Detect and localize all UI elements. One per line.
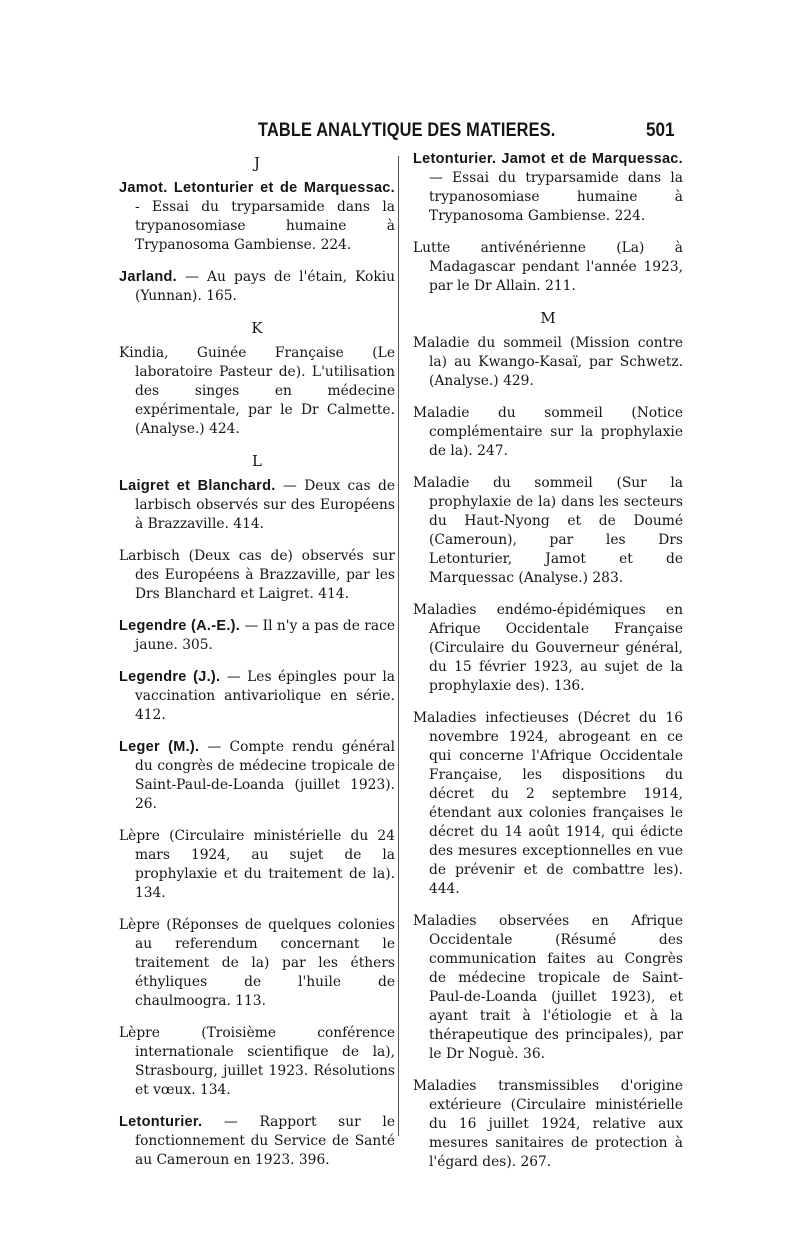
running-title: TABLE ANALYTIQUE DES MATIERES. — [258, 120, 556, 141]
entry-text: Lèpre (Circulaire ministérielle du 24 mars 1924, au sujet de la prophylaxie et du traitement de la). 134. — [119, 828, 395, 901]
entry-author: Legendre (J.). — [119, 669, 221, 685]
entry-text: - Essai du tryparsamide dans la trypanosomiase humaine à Trypanosoma Gambiense. 224. — [135, 199, 395, 253]
entry-text: Lèpre (Troisième conférence internationale scientifique de la), Strasbourg, juillet 1923. Résolutions et vœux. 134. — [119, 1025, 395, 1098]
index-entry — [413, 709, 683, 899]
entry-text: Maladies infectieuses (Décret du 16 novembre 1924, abrogeant en ce qui concerne l'Afrique Occidentale Française, les dispositions du décret du 2 septembre 1914, étendant aux colonies françaises le décret du 14 août 1914, qui édicte des mesures exceptionnelles en vue de prévenir et de combattre les). 444. — [413, 710, 683, 897]
entry-author: Jarland. — [119, 269, 178, 285]
entry-text: Maladie du sommeil (Notice complémentaire sur la prophylaxie de la). 247. — [413, 405, 683, 459]
entry-text: — Rapport sur le fonctionnement du Service de Santé au Cameroun en 1923. 396. — [135, 1114, 395, 1168]
index-entry — [413, 239, 683, 296]
column-divider — [398, 156, 399, 1136]
index-entry — [119, 477, 395, 534]
entry-text: — Au pays de l'étain, Kokiu (Yunnan). 165. — [135, 269, 395, 304]
entry-text: Maladies observées en Afrique Occidentale (Résumé des communication faites au Congrès de médecine tropicale de Saint-Paul-de-Loanda (juillet 1923), et ayant trait à l'étiologie et à la thérapeutique des principales), par le Dr Noguè. 36. — [413, 913, 683, 1062]
entry-text: Maladie du sommeil (Mission contre la) au Kwango-Kasaï, par Schwetz. (Analyse.) 429. — [413, 335, 683, 389]
entry-author: Laigret et Blanchard. — [119, 478, 276, 494]
entry-text: — Essai du tryparsamide dans la trypanosomiase humaine à Trypanosoma Gambiense. 224. — [429, 170, 683, 224]
index-entry — [119, 1113, 395, 1170]
entry-text: Larbisch (Deux cas de) observés sur des Européens à Brazzaville, par les Drs Blanchard et Laigret. 414. — [119, 548, 395, 602]
index-entry — [119, 916, 395, 1011]
index-entry — [413, 404, 683, 461]
page-number: 501 — [646, 120, 675, 141]
section-letter: K — [251, 319, 263, 337]
index-entry — [413, 150, 683, 226]
index-entry — [119, 617, 395, 655]
index-entry — [119, 827, 395, 903]
entry-text: Kindia, Guinée Française (Le laboratoire Pasteur de). L'utilisation des singes en médecine expérimentale, par le Dr Calmette. (Analyse.) 424. — [119, 345, 395, 437]
index-entry — [119, 268, 395, 306]
entry-text: — Deux cas de larbisch observés sur des Européens à Brazzaville. 414. — [135, 478, 396, 532]
entry-text: Maladie du sommeil (Sur la prophylaxie de la) dans les secteurs du Haut-Nyong et de Doumé (Cameroun), par les Drs Letonturier, Jamot et de Marquessac (Analyse.) 283. — [413, 475, 683, 586]
entry-text: — Il n'y a pas de race jaune. 305. — [135, 618, 396, 653]
index-column-right — [413, 150, 683, 1185]
entry-text: Maladies endémo-épidémiques en Afrique Occidentale Française (Circulaire du Gouverneur général, du 15 février 1923, au sujet de la prophylaxie des). 136. — [413, 602, 683, 694]
index-column-left — [119, 150, 395, 1183]
index-entry — [413, 1077, 683, 1172]
section-letter: M — [540, 309, 556, 327]
index-entry — [413, 912, 683, 1064]
entry-text: — Les épingles pour la vaccination antivariolique en série. 412. — [135, 669, 395, 723]
index-entry — [413, 334, 683, 391]
section-letter: J — [253, 154, 260, 172]
entry-author: Legendre (A.-E.). — [119, 618, 241, 634]
entry-text: Lèpre (Réponses de quelques colonies au referendum concernant le traitement de la) par les éthers éthyliques de l'huile de chaulmoogra. 113. — [119, 917, 395, 1009]
entry-text: — Compte rendu général du congrès de médecine tropicale de Saint-Paul-de-Loanda (juillet 1923). 26. — [135, 739, 395, 812]
index-entry — [119, 738, 395, 814]
entry-author: Letonturier. Jamot et de Marquessac. — [413, 151, 683, 167]
index-entry — [413, 601, 683, 696]
index-entry — [413, 474, 683, 588]
index-entry — [119, 344, 395, 439]
index-entry — [119, 179, 395, 255]
entry-text: Lutte antivénérienne (La) à Madagascar pendant l'année 1923, par le Dr Allain. 211. — [413, 240, 683, 294]
index-entry — [119, 668, 395, 725]
index-entry — [119, 547, 395, 604]
entry-text: Maladies transmissibles d'origine extérieure (Circulaire ministérielle du 16 juillet 1924, relative aux mesures sanitaires de protection à l'égard des). 267. — [413, 1078, 683, 1170]
running-header — [0, 118, 800, 148]
entry-author: Jamot. Letonturier et de Marquessac. — [119, 180, 395, 196]
section-letter: L — [252, 452, 262, 470]
entry-author: Letonturier. — [119, 1114, 203, 1130]
index-entry — [119, 1024, 395, 1100]
entry-author: Leger (M.). — [119, 739, 200, 755]
